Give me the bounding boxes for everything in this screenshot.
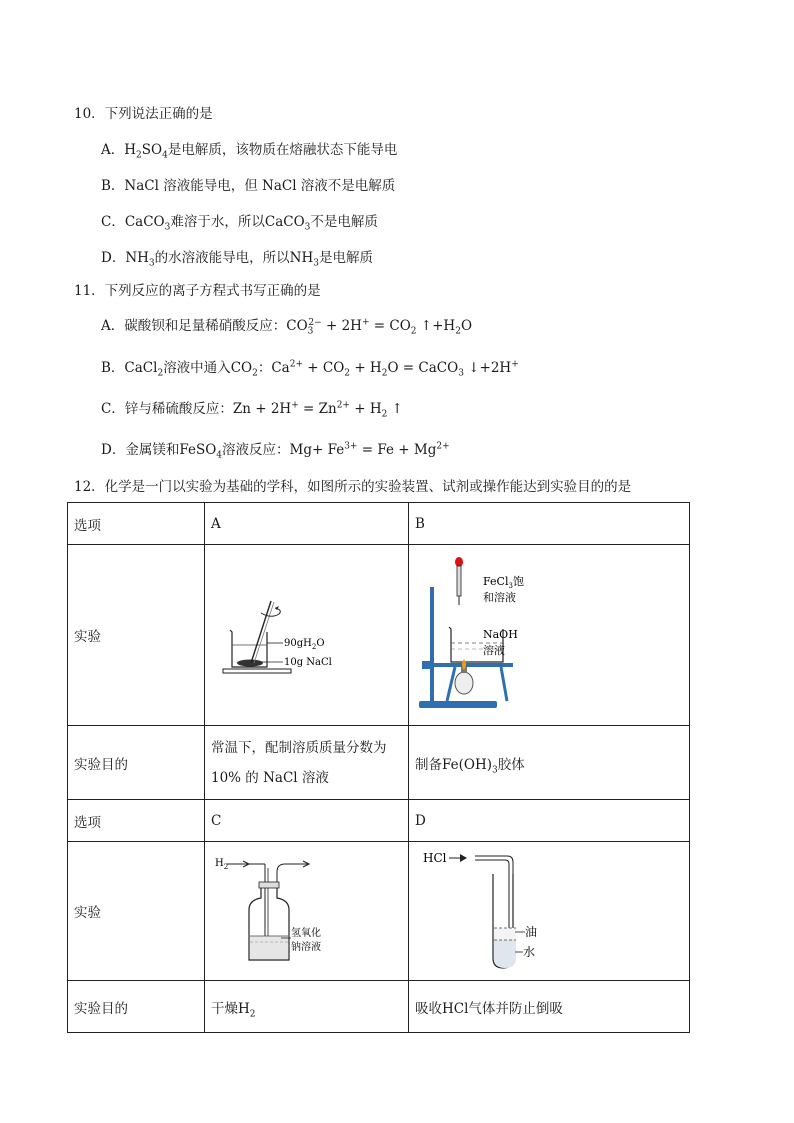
option-a-header: A xyxy=(205,503,409,545)
table-row xyxy=(68,503,690,545)
hcl-gas-label: HCl xyxy=(423,851,447,865)
naoh-label-line2: 溶液 xyxy=(483,644,505,657)
water-label: $90gH_2O$ xyxy=(284,638,325,651)
q10-option-b: B．NaCl 溶液能导电，但 NaCl 溶液不是电解质 xyxy=(101,178,396,194)
table-row xyxy=(68,981,690,1033)
table-row xyxy=(68,800,690,842)
table-row xyxy=(68,842,690,981)
goal-a-cell: 常温下，配制溶质质量分数为 10% 的 NaCl 溶液 xyxy=(205,726,409,800)
naoh-label-line1: NaOH xyxy=(483,628,518,641)
q11-option-d: D．金属镁和FeSO$_4$溶液反应：$Mg+ Fe^{3+} = Fe + Mg^{2+}$ xyxy=(101,441,450,461)
figure-d-cell xyxy=(409,842,690,981)
row-label-experiment: 实验 xyxy=(68,545,205,726)
row-label-option: 选项 xyxy=(68,800,205,842)
goal-c-cell: 干燥$H_2$ xyxy=(205,981,409,1033)
hcl-absorption-figure xyxy=(409,842,664,976)
figure-a-cell xyxy=(205,545,409,726)
option-b-header: B xyxy=(409,503,690,545)
naoh-solution-label-line2: 钠溶液 xyxy=(291,942,321,953)
row-label-option: 选项 xyxy=(68,503,205,545)
experiment-table xyxy=(67,502,690,1033)
salt-label: 10g NaCl xyxy=(284,657,332,668)
q11-option-a: A．碳酸钡和足量稀硝酸反应：$CO_3^{2-} + 2H^+ = CO_2$ $↑+H_2O$ xyxy=(101,317,473,337)
table-row xyxy=(68,545,690,726)
option-d-header: D xyxy=(409,800,690,842)
q10-stem: 10．下列说法正确的是 xyxy=(74,106,213,122)
gas-washing-bottle-figure xyxy=(205,842,409,976)
colloid-heating-figure xyxy=(409,545,664,721)
row-label-goal: 实验目的 xyxy=(68,726,205,800)
option-c-header: C xyxy=(205,800,409,842)
goal-d-cell: 吸收HCl气体并防止倒吸 xyxy=(409,981,690,1033)
q10-option-d: D．$NH_3$的水溶液能导电，所以$NH_3$是电解质 xyxy=(101,250,373,269)
q10-option-c: C．CaCO$_3$难溶于水，所以CaCO$_3$不是电解质 xyxy=(101,214,378,233)
fecl3-label-line1: FeCl$_3$饱 xyxy=(483,575,524,590)
naoh-solution-label-line1: 氢氧化 xyxy=(291,928,321,939)
q11-option-c: C．锌与稀硫酸反应：$Zn + 2H^+ = Zn^{2+} + H_2$ ↑ xyxy=(101,400,403,420)
fecl3-label-line2: 和溶液 xyxy=(483,591,516,604)
row-label-goal: 实验目的 xyxy=(68,981,205,1033)
q12-stem: 12．化学是一门以实验为基础的学科，如图所示的实验装置、试剂或操作能达到实验目的的是 xyxy=(74,479,632,495)
q11-option-b: B．CaCl$_2$溶液中通入$CO_2$：$Ca^{2+} + CO_2 + H_2O$ = CaCO$_3$ ↓+2H+ xyxy=(101,359,519,379)
row-label-experiment: 实验 xyxy=(68,842,205,981)
h2-gas-label: $H_2$ xyxy=(215,858,229,871)
goal-b-cell: 制备$Fe(OH)_3$胶体 xyxy=(409,726,690,800)
q11-stem: 11．下列反应的离子方程式书写正确的是 xyxy=(74,283,321,299)
figure-b-cell xyxy=(409,545,690,726)
figure-c-cell xyxy=(205,842,409,981)
table-row xyxy=(68,726,690,800)
beaker-stirring-figure xyxy=(205,545,409,721)
oil-label: 油 xyxy=(525,925,538,939)
q10-option-a: A．$H_2SO_4$是电解质，该物质在熔融状态下能导电 xyxy=(101,142,398,161)
water-layer-label: 水 xyxy=(523,945,536,959)
